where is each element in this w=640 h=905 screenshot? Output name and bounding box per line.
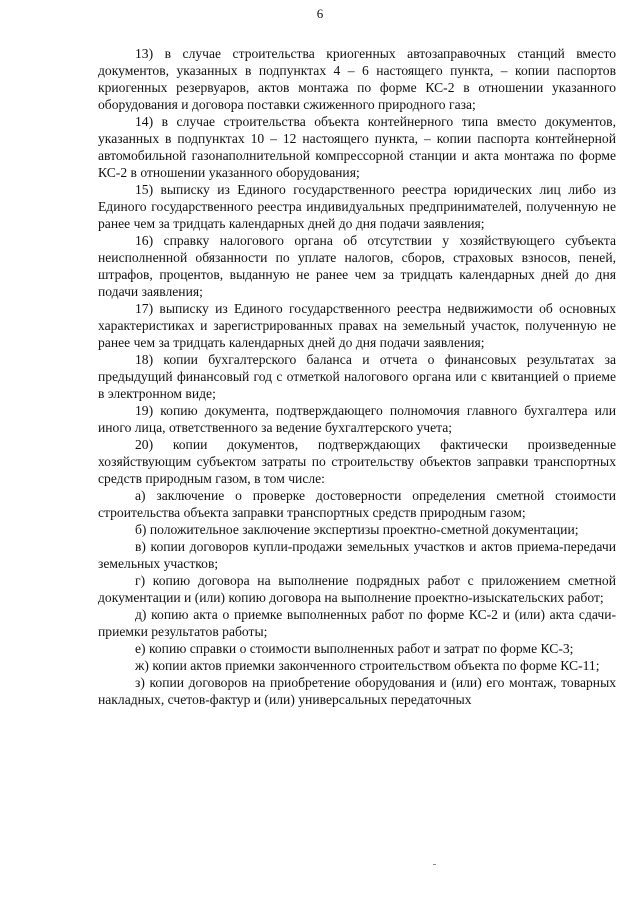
paragraph-13: 13) в случае строительства криогенных автозаправочных станций вместо документов, указанных в подпунктах 4 – 6 настоящего пункта, – копии паспортов криогенных резервуаров, актов монтажа по форме КС-2 в отношении указанного оборудования и договора поставки сжиженного природного газа; bbox=[98, 46, 616, 112]
paragraph-15: 15) выписку из Единого государственного реестра юридических лиц либо из Единого государственного реестра индивидуальных предпринимателей, полученную не ранее чем за тридцать календарных дней до дня подачи заявления; bbox=[98, 182, 616, 231]
paragraph-20: 20) копии документов, подтверждающих фактически произведенные хозяйствующим субъектом затраты по строительству объектов заправки транспортных средств природным газом, в том числе: bbox=[98, 437, 616, 486]
paragraph-17: 17) выписку из Единого государственного реестра недвижимости об основных характеристиках и зарегистрированных правах на земельный участок, полученную не ранее чем за тридцать календарных дней до дня подачи заявления; bbox=[98, 301, 616, 350]
subparagraph-d: д) копию акта о приемке выполненных работ по форме КС-2 и (или) акта сдачи-приемки результатов работы; bbox=[98, 607, 616, 639]
subparagraph-g: г) копию договора на выполнение подрядных работ с приложением сметной документации и (или) копию договора на выполнение проектно-изыскательских работ; bbox=[98, 573, 616, 605]
paragraph-18: 18) копии бухгалтерского баланса и отчета о финансовых результатах за предыдущий финансовый год с отметкой налогового органа или с квитанцией о приеме в электронном виде; bbox=[98, 352, 616, 401]
document-body bbox=[98, 45, 616, 708]
subparagraph-b: б) положительное заключение экспертизы проектно-сметной документации; bbox=[135, 522, 579, 537]
paragraph-19: 19) копию документа, подтверждающего полномочия главного бухгалтера или иного лица, ответственного за ведение бухгалтерского учета; bbox=[98, 403, 616, 435]
subparagraph-a: а) заключение о проверке достоверности определения сметной стоимости строительства объекта заправки транспортных средств природным газом; bbox=[98, 488, 616, 520]
subparagraph-e: е) копию справки о стоимости выполненных работ и затрат по форме КС-3; bbox=[135, 641, 574, 656]
subparagraph-zh: ж) копии актов приемки законченного строительством объекта по форме КС-11; bbox=[135, 658, 600, 673]
subparagraph-z: з) копии договоров на приобретение оборудования и (или) его монтаж, товарных накладных, счетов-фактур и (или) универсальных передаточных bbox=[98, 675, 616, 707]
page-number: 6 bbox=[316, 6, 324, 21]
paragraph-14: 14) в случае строительства объекта контейнерного типа вместо документов, указанных в подпунктах 10 – 12 настоящего пункта, – копии паспорта контейнерной автомобильной газонаполнительной компрессорной станции и акта монтажа по форме КС-2 в отношении указанного оборудования; bbox=[98, 114, 616, 180]
scan-speck bbox=[433, 864, 436, 865]
subparagraph-v: в) копии договоров купли-продажи земельных участков и актов приема-передачи земельных участков; bbox=[98, 539, 616, 571]
paragraph-16: 16) справку налогового органа об отсутствии у хозяйствующего субъекта неисполненной обязанности по уплате налогов, сборов, страховых взносов, пеней, штрафов, процентов, выданную не ранее чем за тридцать календарных дней до дня подачи заявления; bbox=[98, 233, 616, 299]
